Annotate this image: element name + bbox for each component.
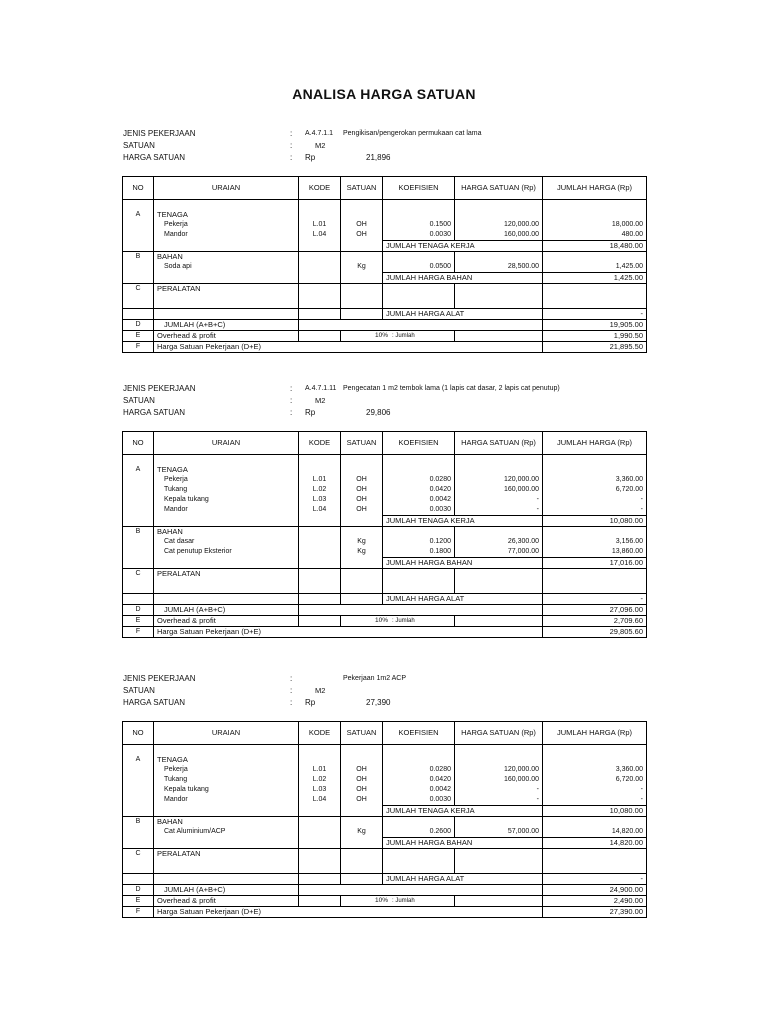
subtotal-value: 17,016.00 bbox=[543, 558, 647, 569]
subtotal-label: JUMLAH HARGA BAHAN bbox=[383, 838, 543, 849]
currency-label: Rp bbox=[305, 153, 316, 162]
colon: : bbox=[290, 408, 293, 417]
item-name: Pekerja bbox=[154, 475, 299, 485]
item-name: Mandor bbox=[154, 230, 299, 241]
item-code: L.01 bbox=[299, 475, 341, 485]
column-header-no: NO bbox=[123, 722, 154, 745]
item-total: 3,360.00 bbox=[543, 475, 647, 485]
column-header-jumlah-harga: JUMLAH HARGA (Rp) bbox=[543, 432, 647, 455]
column-header-koefisien: KOEFISIEN bbox=[383, 177, 455, 200]
row-letter: A bbox=[123, 210, 154, 220]
overhead-value: 1,990.50 bbox=[543, 331, 647, 342]
harga-satuan-pekerjaan-value: 29,805.60 bbox=[543, 627, 647, 638]
item-unit-price: 120,000.00 bbox=[455, 220, 543, 230]
subtotal-row bbox=[123, 309, 647, 320]
analysis-table bbox=[122, 721, 647, 918]
item-unit: Kg bbox=[341, 547, 383, 558]
item-coefficient: 0.0280 bbox=[383, 765, 455, 775]
item-name: Pekerja bbox=[154, 220, 299, 230]
column-header-uraian: URAIAN bbox=[154, 432, 299, 455]
column-header-no: NO bbox=[123, 177, 154, 200]
work-code: A.4.7.1.1 bbox=[305, 130, 334, 137]
column-header-uraian: URAIAN bbox=[154, 177, 299, 200]
jenis-pekerjaan-label: JENIS PEKERJAAN bbox=[123, 384, 196, 393]
work-description: Pengikisan/pengerokan permukaan cat lama bbox=[343, 130, 482, 137]
row-label: PERALATAN bbox=[154, 569, 299, 580]
subtotal-value: 10,080.00 bbox=[543, 516, 647, 527]
spacer-row bbox=[123, 200, 647, 211]
column-header-kode: KODE bbox=[299, 432, 341, 455]
column-header-jumlah-harga: JUMLAH HARGA (Rp) bbox=[543, 177, 647, 200]
jumlah-abc-value: 27,096.00 bbox=[543, 605, 647, 616]
row-letter: C bbox=[123, 284, 154, 295]
item-coefficient: 0.0042 bbox=[383, 495, 455, 505]
item-unit: OH bbox=[341, 485, 383, 495]
row-label: BAHAN bbox=[154, 817, 299, 828]
item-code: L.01 bbox=[299, 765, 341, 775]
row-letter: A bbox=[123, 755, 154, 765]
overhead-percent: 10% bbox=[375, 332, 389, 339]
row-letter: D bbox=[123, 885, 154, 896]
subtotal-label: JUMLAH TENAGA KERJA bbox=[383, 806, 543, 817]
item-name: Kepala tukang bbox=[154, 785, 299, 795]
column-header-uraian: URAIAN bbox=[154, 722, 299, 745]
total-row-f bbox=[123, 627, 647, 638]
section-header bbox=[123, 128, 683, 164]
subtotal-label: JUMLAH HARGA BAHAN bbox=[383, 273, 543, 284]
satuan-label: SATUAN bbox=[123, 396, 155, 405]
page-title: ANALISA HARGA SATUAN bbox=[292, 86, 476, 102]
column-header-jumlah-harga: JUMLAH HARGA (Rp) bbox=[543, 722, 647, 745]
row-label: BAHAN bbox=[154, 252, 299, 263]
row-label: TENAGA bbox=[154, 210, 299, 220]
table-row bbox=[123, 785, 647, 795]
item-code: L.03 bbox=[299, 785, 341, 795]
overhead-rate bbox=[341, 896, 455, 907]
colon: : bbox=[290, 698, 293, 707]
item-unit: Kg bbox=[341, 262, 383, 273]
item-unit-price: 160,000.00 bbox=[455, 230, 543, 241]
work-unit: M2 bbox=[315, 396, 326, 405]
row-label: PERALATAN bbox=[154, 849, 299, 860]
subtotal-row bbox=[123, 241, 647, 252]
harga-satuan-pekerjaan-value: 21,895.50 bbox=[543, 342, 647, 353]
item-unit: Kg bbox=[341, 537, 383, 547]
item-unit: Kg bbox=[341, 827, 383, 838]
column-header-harga-satuan: HARGA SATUAN (Rp) bbox=[455, 432, 543, 455]
table-row bbox=[123, 495, 647, 505]
row-letter: D bbox=[123, 320, 154, 331]
table-row bbox=[123, 755, 647, 765]
colon: : bbox=[290, 141, 293, 150]
work-unit: M2 bbox=[315, 686, 326, 695]
column-header-harga-satuan: HARGA SATUAN (Rp) bbox=[455, 177, 543, 200]
item-name: Tukang bbox=[154, 485, 299, 495]
total-row-f bbox=[123, 907, 647, 918]
overhead-label: Overhead & profit bbox=[154, 331, 299, 342]
analysis-table bbox=[122, 431, 647, 638]
item-unit-price: 120,000.00 bbox=[455, 475, 543, 485]
item-unit-price: - bbox=[455, 785, 543, 795]
item-total: - bbox=[543, 785, 647, 795]
row-label: TENAGA bbox=[154, 755, 299, 765]
column-header-no: NO bbox=[123, 432, 154, 455]
total-row-e bbox=[123, 616, 647, 627]
colon: : bbox=[290, 674, 293, 683]
overhead-note: : Jumlah bbox=[392, 898, 415, 904]
row-label: PERALATAN bbox=[154, 284, 299, 295]
total-row-d bbox=[123, 320, 647, 331]
item-unit-price: 77,000.00 bbox=[455, 547, 543, 558]
item-total: - bbox=[543, 495, 647, 505]
item-total: - bbox=[543, 795, 647, 806]
item-unit: OH bbox=[341, 775, 383, 785]
subtotal-row bbox=[123, 558, 647, 569]
table-row bbox=[123, 569, 647, 580]
colon: : bbox=[290, 396, 293, 405]
overhead-percent: 10% bbox=[375, 617, 389, 624]
item-code bbox=[299, 262, 341, 273]
item-total: 13,860.00 bbox=[543, 547, 647, 558]
item-unit-price: 57,000.00 bbox=[455, 827, 543, 838]
jumlah-abc-label: JUMLAH (A+B+C) bbox=[154, 885, 299, 896]
column-header-koefisien: KOEFISIEN bbox=[383, 432, 455, 455]
row-letter: A bbox=[123, 465, 154, 475]
item-unit: OH bbox=[341, 495, 383, 505]
harga-satuan-total: 29,806 bbox=[366, 408, 391, 417]
table-row bbox=[123, 537, 647, 547]
overhead-note: : Jumlah bbox=[392, 333, 415, 339]
row-letter: E bbox=[123, 331, 154, 342]
work-unit: M2 bbox=[315, 141, 326, 150]
harga-satuan-pekerjaan-label: Harga Satuan Pekerjaan (D+E) bbox=[154, 907, 543, 918]
item-coefficient: 0.2600 bbox=[383, 827, 455, 838]
harga-satuan-row bbox=[123, 697, 683, 709]
satuan-row bbox=[123, 685, 683, 697]
table-row bbox=[123, 485, 647, 495]
item-unit: OH bbox=[341, 795, 383, 806]
item-total: 18,000.00 bbox=[543, 220, 647, 230]
item-unit-price: 120,000.00 bbox=[455, 765, 543, 775]
analysis-table bbox=[122, 176, 647, 353]
table-row bbox=[123, 817, 647, 828]
subtotal-label: JUMLAH TENAGA KERJA bbox=[383, 516, 543, 527]
colon: : bbox=[290, 129, 293, 138]
row-label: BAHAN bbox=[154, 527, 299, 538]
item-unit-price: 160,000.00 bbox=[455, 775, 543, 785]
table-row bbox=[123, 252, 647, 263]
harga-satuan-total: 27,390 bbox=[366, 698, 391, 707]
table-row bbox=[123, 505, 647, 516]
table-row bbox=[123, 465, 647, 475]
colon: : bbox=[290, 153, 293, 162]
column-header-kode: KODE bbox=[299, 722, 341, 745]
jumlah-abc-label: JUMLAH (A+B+C) bbox=[154, 605, 299, 616]
item-unit: OH bbox=[341, 475, 383, 485]
satuan-label: SATUAN bbox=[123, 686, 155, 695]
item-coefficient: 0.0030 bbox=[383, 795, 455, 806]
table-header-row bbox=[123, 177, 647, 200]
item-coefficient: 0.1800 bbox=[383, 547, 455, 558]
jenis-pekerjaan-row bbox=[123, 673, 683, 685]
item-total: 3,156.00 bbox=[543, 537, 647, 547]
subtotal-label: JUMLAH HARGA BAHAN bbox=[383, 558, 543, 569]
item-total: - bbox=[543, 505, 647, 516]
item-code: L.02 bbox=[299, 485, 341, 495]
item-code: L.02 bbox=[299, 775, 341, 785]
column-header-satuan: SATUAN bbox=[341, 177, 383, 200]
column-header-koefisien: KOEFISIEN bbox=[383, 722, 455, 745]
item-coefficient: 0.0280 bbox=[383, 475, 455, 485]
subtotal-row bbox=[123, 273, 647, 284]
item-code bbox=[299, 827, 341, 838]
total-row-e bbox=[123, 331, 647, 342]
item-name: Soda api bbox=[154, 262, 299, 273]
item-total: 14,820.00 bbox=[543, 827, 647, 838]
item-code: L.04 bbox=[299, 505, 341, 516]
column-header-satuan: SATUAN bbox=[341, 432, 383, 455]
section-header bbox=[123, 673, 683, 709]
table-row bbox=[123, 775, 647, 785]
subtotal-value: 10,080.00 bbox=[543, 806, 647, 817]
table-row bbox=[123, 475, 647, 485]
item-name: Kepala tukang bbox=[154, 495, 299, 505]
item-coefficient: 0.1200 bbox=[383, 537, 455, 547]
table-row bbox=[123, 827, 647, 838]
work-description: Pengecatan 1 m2 tembok lama (1 lapis cat dasar, 2 lapis cat penutup) bbox=[343, 385, 560, 392]
item-unit-price: 28,500.00 bbox=[455, 262, 543, 273]
jenis-pekerjaan-label: JENIS PEKERJAAN bbox=[123, 129, 196, 138]
work-code: A.4.7.1.11 bbox=[305, 385, 337, 392]
column-header-satuan: SATUAN bbox=[341, 722, 383, 745]
table-row bbox=[123, 284, 647, 295]
table-row bbox=[123, 527, 647, 538]
subtotal-row bbox=[123, 806, 647, 817]
item-unit: OH bbox=[341, 785, 383, 795]
row-letter: C bbox=[123, 849, 154, 860]
subtotal-row bbox=[123, 516, 647, 527]
row-letter: C bbox=[123, 569, 154, 580]
overhead-value: 2,490.00 bbox=[543, 896, 647, 907]
spacer-row bbox=[123, 455, 647, 466]
item-unit: OH bbox=[341, 230, 383, 241]
item-total: 6,720.00 bbox=[543, 775, 647, 785]
row-letter: E bbox=[123, 616, 154, 627]
jumlah-abc-value: 24,900.00 bbox=[543, 885, 647, 896]
item-code: L.04 bbox=[299, 795, 341, 806]
colon: : bbox=[290, 686, 293, 695]
table-row bbox=[123, 230, 647, 241]
overhead-rate bbox=[341, 616, 455, 627]
item-coefficient: 0.1500 bbox=[383, 220, 455, 230]
harga-satuan-label: HARGA SATUAN bbox=[123, 153, 186, 162]
item-unit-price: - bbox=[455, 795, 543, 806]
harga-satuan-total: 21,896 bbox=[366, 153, 391, 162]
item-coefficient: 0.0420 bbox=[383, 485, 455, 495]
table-row bbox=[123, 849, 647, 860]
item-code: L.04 bbox=[299, 230, 341, 241]
item-name: Cat Aluminium/ACP bbox=[154, 827, 299, 838]
row-letter: F bbox=[123, 342, 154, 353]
item-total: 1,425.00 bbox=[543, 262, 647, 273]
subtotal-value: - bbox=[543, 309, 647, 320]
total-row-d bbox=[123, 605, 647, 616]
section-header bbox=[123, 383, 683, 419]
row-letter: D bbox=[123, 605, 154, 616]
item-total: 3,360.00 bbox=[543, 765, 647, 775]
row-letter: E bbox=[123, 896, 154, 907]
subtotal-label: JUMLAH TENAGA KERJA bbox=[383, 241, 543, 252]
subtotal-row bbox=[123, 838, 647, 849]
spacer-row bbox=[123, 745, 647, 756]
subtotal-value: 1,425.00 bbox=[543, 273, 647, 284]
item-unit-price: 160,000.00 bbox=[455, 485, 543, 495]
row-letter: B bbox=[123, 817, 154, 828]
item-unit-price: 26,300.00 bbox=[455, 537, 543, 547]
table-row bbox=[123, 294, 647, 309]
overhead-label: Overhead & profit bbox=[154, 616, 299, 627]
item-total: 6,720.00 bbox=[543, 485, 647, 495]
total-row-d bbox=[123, 885, 647, 896]
jumlah-abc-value: 19,905.00 bbox=[543, 320, 647, 331]
jenis-pekerjaan-row bbox=[123, 383, 683, 395]
column-header-harga-satuan: HARGA SATUAN (Rp) bbox=[455, 722, 543, 745]
item-coefficient: 0.0042 bbox=[383, 785, 455, 795]
overhead-percent: 10% bbox=[375, 897, 389, 904]
subtotal-value: 18,480.00 bbox=[543, 241, 647, 252]
table-row bbox=[123, 210, 647, 220]
harga-satuan-pekerjaan-value: 27,390.00 bbox=[543, 907, 647, 918]
item-code: L.01 bbox=[299, 220, 341, 230]
work-description: Pekerjaan 1m2 ACP bbox=[343, 675, 407, 682]
item-unit-price: - bbox=[455, 505, 543, 516]
item-unit-price: - bbox=[455, 495, 543, 505]
table-row bbox=[123, 859, 647, 874]
item-name: Mandor bbox=[154, 505, 299, 516]
subtotal-value: - bbox=[543, 874, 647, 885]
item-name: Cat penutup Eksterior bbox=[154, 547, 299, 558]
item-unit: OH bbox=[341, 220, 383, 230]
jenis-pekerjaan-label: JENIS PEKERJAAN bbox=[123, 674, 196, 683]
row-letter: B bbox=[123, 252, 154, 263]
overhead-label: Overhead & profit bbox=[154, 896, 299, 907]
table-header-row bbox=[123, 432, 647, 455]
harga-satuan-pekerjaan-label: Harga Satuan Pekerjaan (D+E) bbox=[154, 342, 543, 353]
item-coefficient: 0.0500 bbox=[383, 262, 455, 273]
row-letter: B bbox=[123, 527, 154, 538]
table-row bbox=[123, 579, 647, 594]
harga-satuan-label: HARGA SATUAN bbox=[123, 698, 186, 707]
item-name: Cat dasar bbox=[154, 537, 299, 547]
jumlah-abc-label: JUMLAH (A+B+C) bbox=[154, 320, 299, 331]
item-unit: OH bbox=[341, 765, 383, 775]
colon: : bbox=[290, 384, 293, 393]
item-coefficient: 0.0030 bbox=[383, 505, 455, 516]
total-row-e bbox=[123, 896, 647, 907]
column-header-kode: KODE bbox=[299, 177, 341, 200]
row-label: TENAGA bbox=[154, 465, 299, 475]
item-name: Mandor bbox=[154, 795, 299, 806]
item-name: Tukang bbox=[154, 775, 299, 785]
row-letter: F bbox=[123, 627, 154, 638]
item-unit: OH bbox=[341, 505, 383, 516]
subtotal-label: JUMLAH HARGA ALAT bbox=[383, 309, 543, 320]
subtotal-value: 14,820.00 bbox=[543, 838, 647, 849]
satuan-label: SATUAN bbox=[123, 141, 155, 150]
total-row-f bbox=[123, 342, 647, 353]
subtotal-label: JUMLAH HARGA ALAT bbox=[383, 594, 543, 605]
table-row bbox=[123, 795, 647, 806]
subtotal-value: - bbox=[543, 594, 647, 605]
table-row bbox=[123, 765, 647, 775]
item-coefficient: 0.0420 bbox=[383, 775, 455, 785]
harga-satuan-pekerjaan-label: Harga Satuan Pekerjaan (D+E) bbox=[154, 627, 543, 638]
currency-label: Rp bbox=[305, 698, 316, 707]
table-row bbox=[123, 547, 647, 558]
table-row bbox=[123, 262, 647, 273]
item-total: 480.00 bbox=[543, 230, 647, 241]
overhead-note: : Jumlah bbox=[392, 618, 415, 624]
item-name: Pekerja bbox=[154, 765, 299, 775]
satuan-row bbox=[123, 140, 683, 152]
table-header-row bbox=[123, 722, 647, 745]
overhead-rate bbox=[341, 331, 455, 342]
item-code bbox=[299, 547, 341, 558]
item-code bbox=[299, 537, 341, 547]
currency-label: Rp bbox=[305, 408, 316, 417]
subtotal-row bbox=[123, 594, 647, 605]
item-coefficient: 0.0030 bbox=[383, 230, 455, 241]
satuan-row bbox=[123, 395, 683, 407]
subtotal-label: JUMLAH HARGA ALAT bbox=[383, 874, 543, 885]
harga-satuan-label: HARGA SATUAN bbox=[123, 408, 186, 417]
item-code: L.03 bbox=[299, 495, 341, 505]
row-letter: F bbox=[123, 907, 154, 918]
table-row bbox=[123, 220, 647, 230]
jenis-pekerjaan-row bbox=[123, 128, 683, 140]
overhead-value: 2,709.60 bbox=[543, 616, 647, 627]
harga-satuan-row bbox=[123, 152, 683, 164]
subtotal-row bbox=[123, 874, 647, 885]
harga-satuan-row bbox=[123, 407, 683, 419]
